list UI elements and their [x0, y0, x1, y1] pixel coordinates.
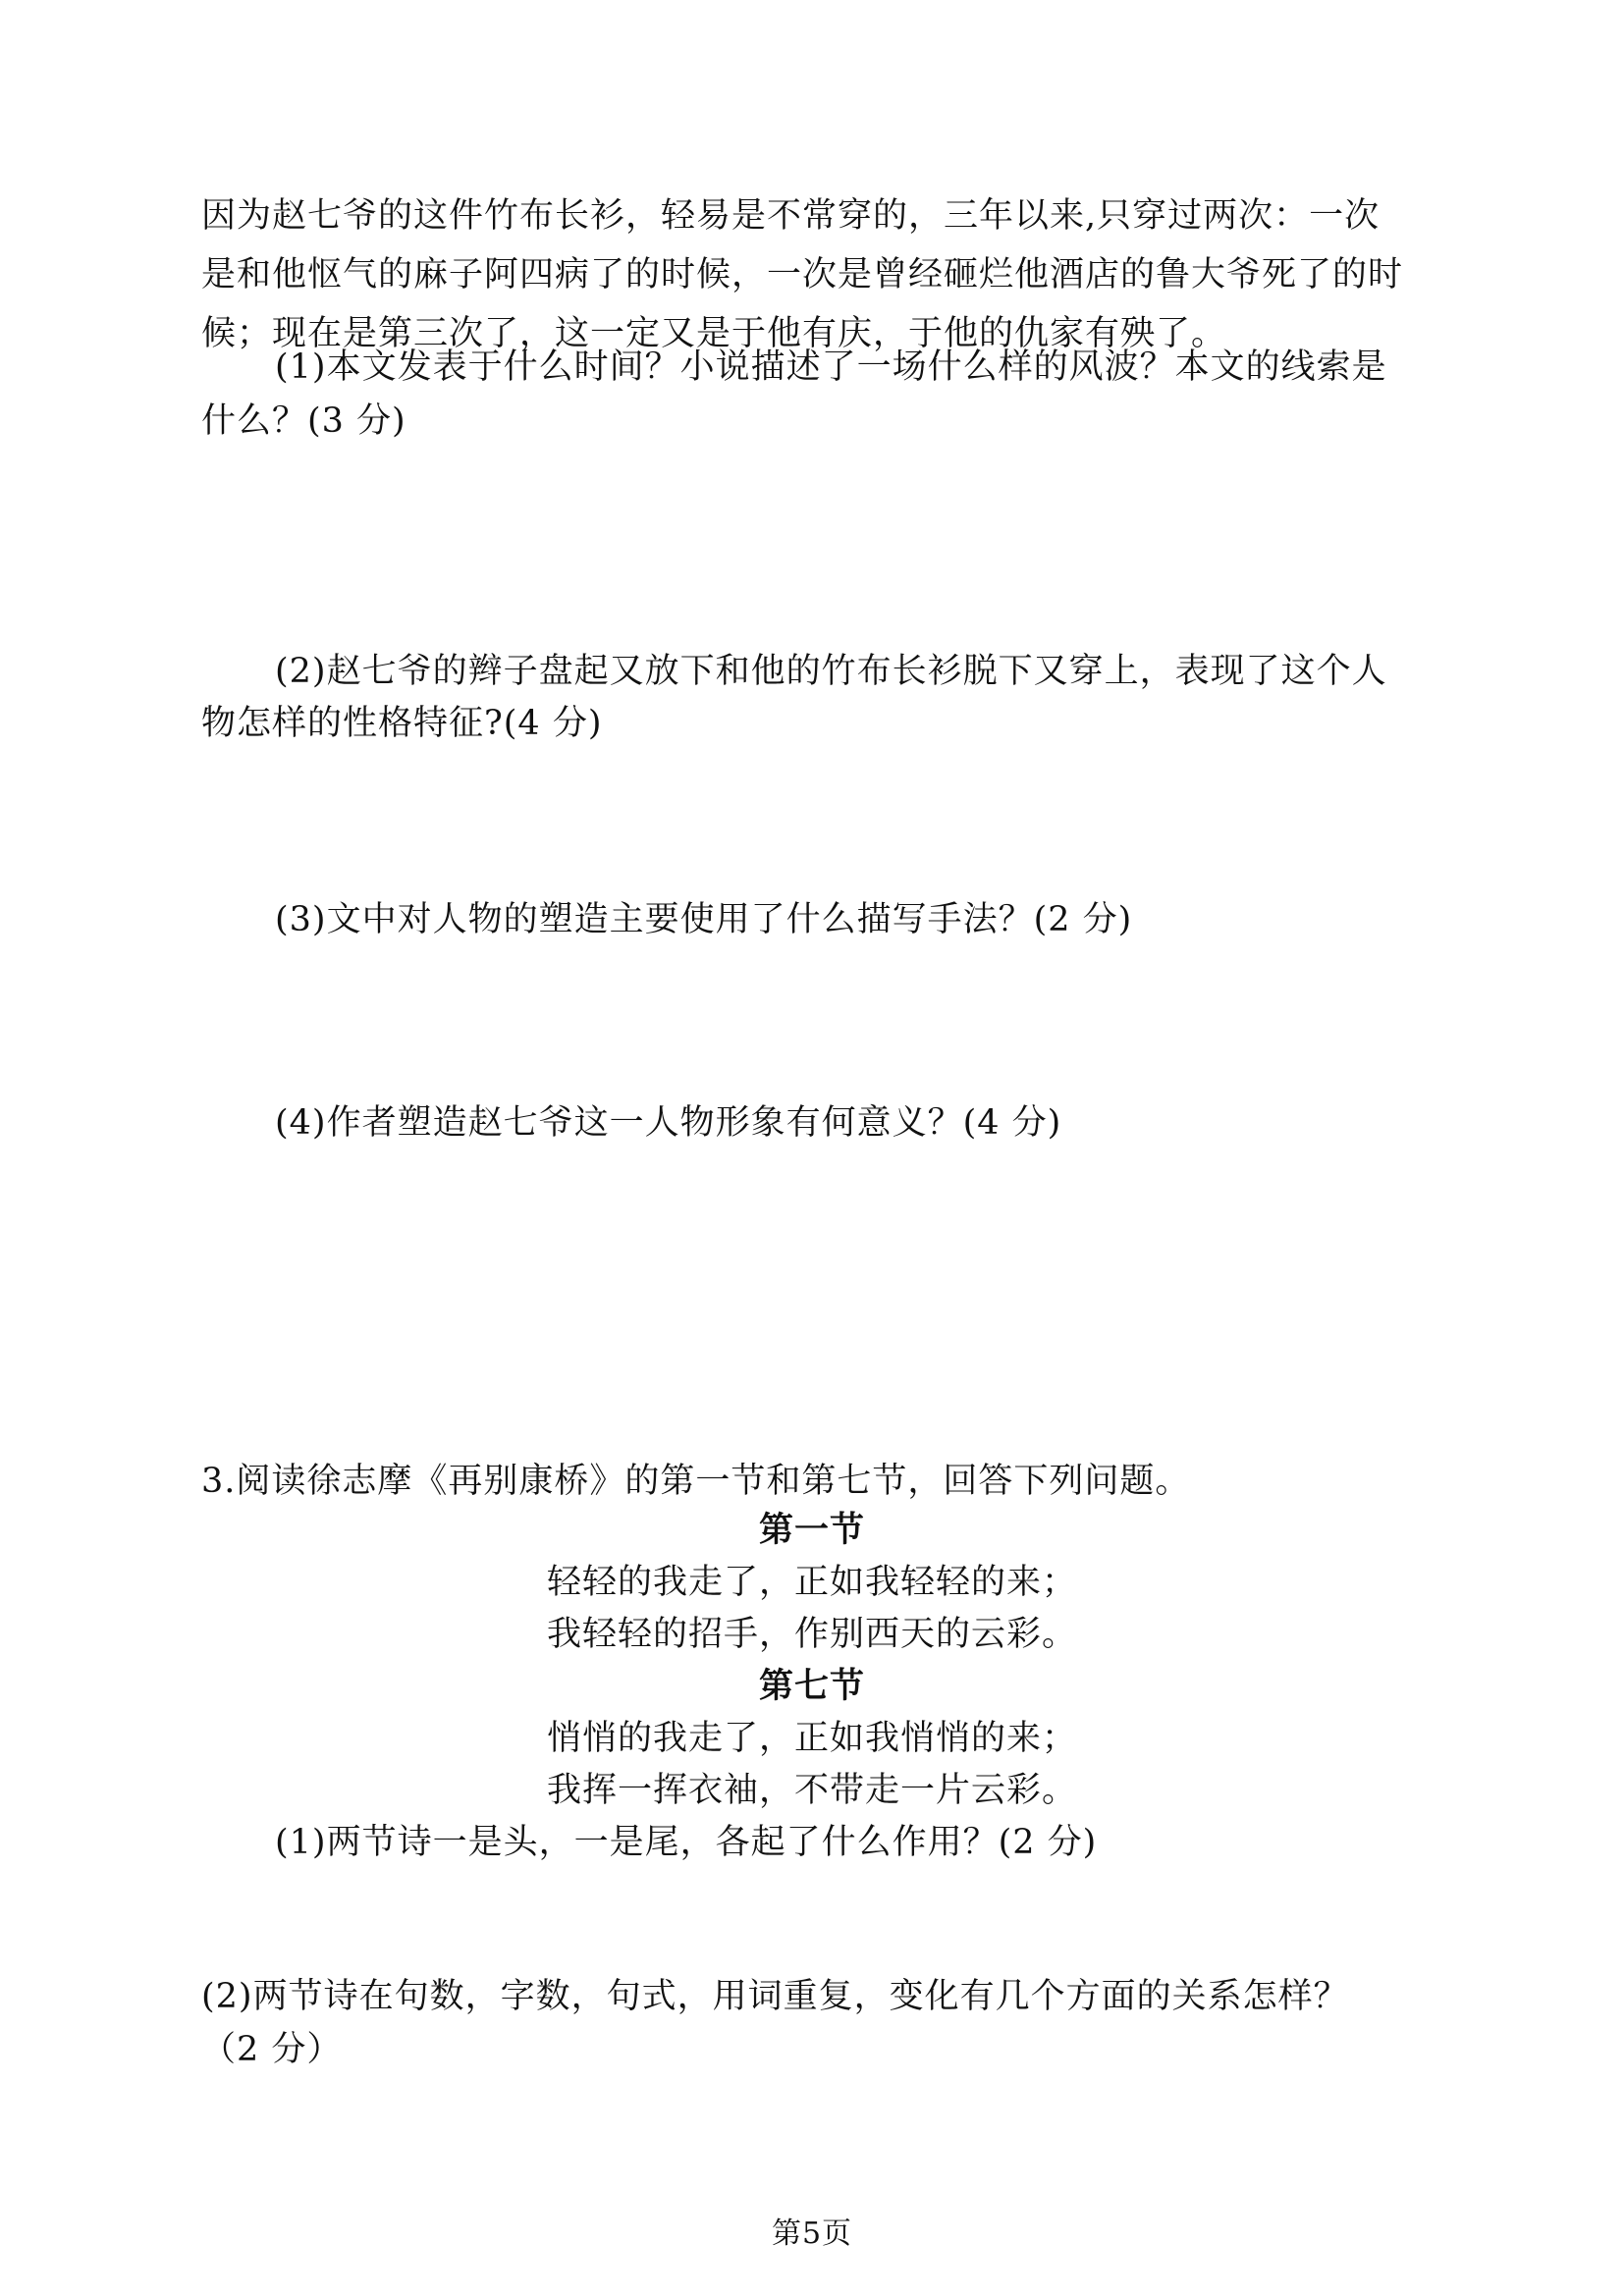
poem-section-1-line-1: 轻轻的我走了，正如我轻轻的来； — [546, 1563, 1077, 1602]
q3-sub2-line-2: （2 分） — [201, 2030, 343, 2069]
passage-line-2: 是和他怄气的麻子阿四病了的时候，一次是曾经砸烂他酒店的鲁大爷死了的时 — [201, 255, 1404, 294]
passage-line-1: 因为赵七爷的这件竹布长衫，轻易是不常穿的，三年以来,只穿过两次：一次 — [201, 196, 1380, 236]
q2-sub2-line-1: (2)赵七爷的辫子盘起又放下和他的竹布长衫脱下又穿上，表现了这个人 — [275, 652, 1387, 691]
q2-sub3: (3)文中对人物的塑造主要使用了什么描写手法？(2 分) — [275, 900, 1133, 939]
q2-sub4: (4)作者塑造赵七爷这一人物形象有何意义？(4 分) — [275, 1103, 1062, 1143]
poem-section-7-title: 第七节 — [758, 1666, 865, 1706]
poem-section-7-line-1: 悄悄的我走了，正如我悄悄的来； — [546, 1719, 1077, 1758]
poem-section-7-line-2: 我挥一挥衣袖，不带走一片云彩。 — [546, 1771, 1077, 1810]
q2-sub1-line-2: 什么？(3 分) — [201, 401, 406, 441]
q3-sub1: (1)两节诗一是头，一是尾，各起了什么作用？(2 分) — [275, 1823, 1098, 1862]
poem-section-1-line-2: 我轻轻的招手，作别西天的云彩。 — [546, 1615, 1077, 1654]
q3-sub2-line-1: (2)两节诗在句数，字数，句式，用词重复，变化有几个方面的关系怎样？ — [201, 1977, 1349, 2016]
poem-section-1-title: 第一节 — [758, 1510, 865, 1550]
q3-stem: 3.阅读徐志摩《再别康桥》的第一节和第七节，回答下列问题。 — [201, 1462, 1191, 1501]
q2-sub1-line-1: (1)本文发表于什么时间？小说描述了一场什么样的风波？本文的线索是 — [275, 347, 1387, 387]
page-number: 第5页 — [771, 2216, 853, 2251]
q2-sub2-line-2: 物怎样的性格特征?(4 分) — [201, 704, 603, 743]
passage-line-3: 候；现在是第三次了，这一定又是于他有庆，于他的仇家有殃了。 — [201, 314, 1227, 353]
